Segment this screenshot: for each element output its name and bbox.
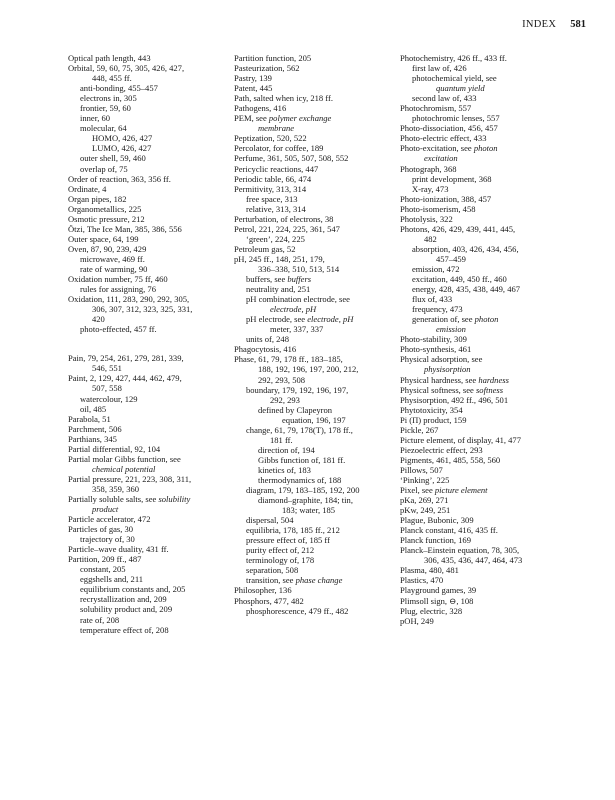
index-subentry: 336–338, 510, 513, 514 — [258, 263, 340, 274]
index-entry: Partial differential, 92, 104 — [68, 443, 161, 454]
index-subentry: constant, 205 — [80, 564, 126, 575]
index-entry: Organometallics, 225 — [68, 203, 142, 214]
index-entry: Playground games, 39 — [400, 585, 477, 596]
index-entry: Philosopher, 136 — [234, 585, 292, 596]
index-entry: Orbital, 59, 60, 75, 305, 426, 427, — [68, 63, 185, 74]
index-subentry: anti-bonding, 455–457 — [80, 83, 158, 94]
index-entry: Picture element, of display, 41, 477 — [400, 434, 521, 445]
index-subentry: frontier, 59, 60 — [80, 103, 131, 114]
index-entry: Photochromism, 557 — [400, 103, 472, 114]
index-subentry: 306, 435, 436, 447, 464, 473 — [424, 555, 523, 566]
index-subentry: 358, 359, 360 — [92, 483, 140, 494]
index-subentry: 181 ff. — [270, 434, 293, 445]
index-entry: Photo-ionization, 388, 457 — [400, 193, 492, 204]
index-entry: Partial pressure, 221, 223, 308, 311, — [68, 473, 192, 484]
index-entry: pKw, 249, 251 — [400, 505, 451, 516]
index-subentry: watercolour, 129 — [80, 393, 138, 404]
index-entry: Plimsoll sign, ⊖, 108 — [400, 595, 474, 606]
index-entry: Parabola, 51 — [68, 413, 111, 424]
index-entry: Paint, 2, 129, 427, 444, 462, 479, — [68, 373, 182, 384]
index-subentry: equilibrium constants and, 205 — [80, 584, 186, 595]
index-subentry: emission, 472 — [412, 263, 460, 274]
index-subentry: buffers, see buffers — [246, 274, 312, 285]
index-subentry: photochemical yield, see — [412, 73, 497, 84]
index-entry: Perturbation, of electrons, 38 — [234, 213, 334, 224]
index-subentry: direction of, 194 — [258, 444, 315, 455]
index-column-2 — [234, 53, 394, 616]
index-subentry: LUMO, 426, 427 — [92, 143, 152, 154]
index-column-1 — [68, 53, 228, 635]
index-entry: Physical adsorption, see — [400, 354, 483, 365]
page-header — [522, 19, 586, 30]
index-entry: Path, salted when icy, 218 ff. — [234, 93, 333, 104]
index-entry: Particle accelerator, 472 — [68, 514, 151, 525]
index-subentry: solubility product and, 209 — [80, 604, 173, 615]
index-subentry: pressure effect of, 185 ff — [246, 535, 330, 546]
index-entry: Photograph, 368 — [400, 163, 457, 174]
index-entry: Phase, 61, 79, 178 ff., 183–185, — [234, 354, 343, 365]
index-subentry: relative, 313, 314 — [246, 203, 306, 214]
index-subentry: dispersal, 504 — [246, 515, 294, 526]
index-gap — [68, 344, 228, 354]
index-subentry: HOMO, 426, 427 — [92, 133, 153, 144]
index-entry: Partially soluble salts, see solubility — [68, 493, 191, 504]
index-entry: Pasteurization, 562 — [234, 63, 300, 74]
index-subentry: free space, 313 — [246, 193, 298, 204]
index-subentry: frequency, 473 — [412, 304, 463, 315]
index-subentry: rate of, 208 — [80, 614, 120, 625]
index-subentry: photo-effected, 457 ff. — [80, 324, 157, 335]
index-subentry: chemical potential — [92, 463, 156, 474]
index-subentry: equation, 196, 197 — [282, 414, 346, 425]
index-subentry: emission — [436, 324, 466, 335]
index-entry: Planck constant, 416, 435 ff. — [400, 525, 498, 536]
index-entry: Photolysis, 322 — [400, 213, 453, 224]
index-entry: PEM, see polymer exchange — [234, 113, 332, 124]
index-subentry: 292, 293, 508 — [258, 374, 306, 385]
running-head: INDEX — [522, 19, 557, 30]
index-subentry: boundary, 179, 192, 196, 197, — [246, 384, 349, 395]
index-column-3 — [400, 53, 570, 626]
index-subentry: absorption, 403, 426, 434, 456, — [412, 243, 519, 254]
index-subentry: generation of, see photon — [412, 314, 499, 325]
index-subentry: 482 — [424, 233, 437, 244]
index-entry: Pi (Π) product, 159 — [400, 414, 467, 425]
index-subentry: first law of, 426 — [412, 63, 467, 74]
page-number: 581 — [570, 19, 586, 30]
index-entry: Perfume, 361, 505, 507, 508, 552 — [234, 153, 349, 164]
index-subentry: recrystallization and, 209 — [80, 594, 167, 605]
index-entry: Outer space, 64, 199 — [68, 233, 139, 244]
index-subentry: electrode, pH — [270, 304, 317, 315]
index-entry: Pixel, see picture element — [400, 485, 488, 496]
index-entry: Partition, 209 ff., 487 — [68, 554, 142, 565]
index-entry: Planck–Einstein equation, 78, 305, — [400, 545, 520, 556]
index-entry: Oxidation number, 75 ff, 460 — [68, 274, 168, 285]
index-entry: Peptization, 520, 522 — [234, 133, 307, 144]
index-subentry: excitation, 449, 450 ff., 460 — [412, 274, 507, 285]
index-subentry: separation, 508 — [246, 565, 299, 576]
index-entry: ‘Pinking’, 225 — [400, 474, 450, 485]
index-entry: pOH, 249 — [400, 615, 434, 626]
index-subentry: oil, 485 — [80, 403, 107, 414]
index-entry: Photons, 426, 429, 439, 441, 445, — [400, 223, 516, 234]
index-entry: Particle–wave duality, 431 ff. — [68, 544, 169, 555]
index-entry: Patent, 445 — [234, 83, 273, 94]
index-subentry: photochromic lenses, 557 — [412, 113, 500, 124]
index-entry: Photo-isomerism, 458 — [400, 203, 476, 214]
index-entry: Ordinate, 4 — [68, 183, 107, 194]
index-entry: Plastics, 470 — [400, 575, 444, 586]
index-entry: pH, 245 ff., 148, 251, 179, — [234, 253, 325, 264]
index-subentry: eggshells and, 211 — [80, 574, 144, 585]
index-subentry: pH electrode, see electrode, pH — [246, 314, 354, 325]
index-subentry: physisorption — [424, 364, 471, 375]
index-entry: Optical path length, 443 — [68, 53, 151, 63]
index-entry: Pigments, 461, 485, 558, 560 — [400, 454, 501, 465]
index-subentry: flux of, 433 — [412, 294, 453, 305]
index-entry: Partition function, 205 — [234, 53, 312, 63]
index-subentry: 457–459 — [436, 253, 466, 264]
index-subentry: molecular, 64 — [80, 123, 127, 134]
index-subentry: inner, 60 — [80, 113, 111, 124]
index-subentry: temperature effect of, 208 — [80, 624, 169, 635]
index-subentry: pH combination electrode, see — [246, 294, 350, 305]
index-subentry: X-ray, 473 — [412, 183, 449, 194]
index-subentry: 507, 558 — [92, 383, 122, 394]
index-entry: Pathogens, 416 — [234, 103, 287, 114]
index-subentry: quantum yield — [436, 83, 485, 94]
index-entry: Petroleum gas, 52 — [234, 243, 296, 254]
index-entry: Plug, electric, 328 — [400, 605, 463, 616]
index-entry: Parthians, 345 — [68, 433, 117, 444]
index-entry: Phagocytosis, 416 — [234, 344, 297, 355]
index-subentry: units of, 248 — [246, 334, 289, 345]
index-subentry: defined by Clapeyron — [258, 404, 333, 415]
index-entry: Planck function, 169 — [400, 535, 471, 546]
index-subentry: thermodynamics of, 188 — [258, 474, 342, 485]
index-entry: Physisorption, 492 ff., 496, 501 — [400, 394, 509, 405]
index-subentry: kinetics of, 183 — [258, 464, 311, 475]
index-subentry: rules for assigning, 76 — [80, 284, 156, 295]
index-subentry: phosphorescence, 479 ff., 482 — [246, 605, 349, 616]
index-subentry: meter, 337, 337 — [270, 324, 324, 335]
index-subentry: 292, 293 — [270, 394, 300, 405]
index-entry: Pillows, 507 — [400, 464, 443, 475]
index-entry: Particles of gas, 30 — [68, 524, 134, 535]
index-entry: Photo-excitation, see photon — [400, 143, 498, 154]
index-subentry: terminology of, 178 — [246, 555, 315, 566]
index-subentry: electrons in, 305 — [80, 93, 137, 104]
index-subentry: Gibbs function of, 181 ff. — [258, 454, 346, 465]
index-subentry: diagram, 179, 183–185, 192, 200 — [246, 485, 360, 496]
index-entry: Petrol, 221, 224, 225, 361, 547 — [234, 223, 340, 234]
index-subentry: rate of warming, 90 — [80, 263, 148, 274]
index-entry: Plasma, 480, 481 — [400, 565, 459, 576]
index-entry: Plague, Bubonic, 309 — [400, 515, 474, 526]
index-entry: Photo-electric effect, 433 — [400, 133, 487, 144]
index-subentry: transition, see phase change — [246, 575, 343, 586]
index-subentry: microwave, 469 ff. — [80, 253, 145, 264]
index-entry: pKa, 269, 271 — [400, 495, 449, 506]
index-entry: Organ pipes, 182 — [68, 193, 127, 204]
index-entry: Parchment, 506 — [68, 423, 122, 434]
index-subentry: 306, 307, 312, 323, 325, 331, — [92, 304, 193, 315]
index-entry: Percolator, for coffee, 189 — [234, 143, 324, 154]
index-entry: Pericyclic reactions, 447 — [234, 163, 319, 174]
index-subentry: energy, 428, 435, 438, 449, 467 — [412, 284, 521, 295]
index-subentry: second law of, 433 — [412, 93, 477, 104]
index-entry: Periodic table, 66, 474 — [234, 173, 312, 184]
index-entry: Ötzi, The Ice Man, 385, 386, 556 — [68, 223, 182, 234]
index-subentry: change, 61, 79, 178(T), 178 ff., — [246, 424, 353, 435]
index-entry: Photo-dissociation, 456, 457 — [400, 123, 498, 134]
index-entry: Oven, 87, 90, 239, 429 — [68, 243, 147, 254]
index-entry: Photochemistry, 426 ff., 433 ff. — [400, 53, 507, 63]
index-subentry: neutrality and, 251 — [246, 284, 311, 295]
index-subentry: 546, 551 — [92, 363, 122, 374]
index-entry: Physical hardness, see hardness — [400, 374, 509, 385]
index-gap — [68, 334, 228, 344]
index-subentry: excitation — [424, 153, 458, 164]
index-subentry: 183; water, 185 — [282, 505, 336, 516]
index-entry: Pastry, 139 — [234, 73, 272, 84]
index-subentry: purity effect of, 212 — [246, 545, 315, 556]
index-subentry: overlap of, 75 — [80, 163, 128, 174]
index-subentry: print development, 368 — [412, 173, 492, 184]
index-subentry: 448, 455 ff. — [92, 73, 132, 84]
index-subentry: membrane — [258, 123, 295, 134]
index-entry: Pain, 79, 254, 261, 279, 281, 339, — [68, 353, 184, 364]
index-entry: Photo-stability, 309 — [400, 334, 467, 345]
index-subentry: outer shell, 59, 460 — [80, 153, 146, 164]
index-entry: Permitivity, 313, 314 — [234, 183, 307, 194]
index-subentry: 420 — [92, 314, 105, 325]
index-subentry: 188, 192, 196, 197, 200, 212, — [258, 364, 359, 375]
index-subentry: product — [92, 504, 119, 515]
index-entry: Piezoelectric effect, 293 — [400, 444, 483, 455]
index-entry: Pickle, 267 — [400, 424, 439, 435]
index-subentry: equilibria, 178, 185 ff., 212 — [246, 525, 340, 536]
index-entry: Osmotic pressure, 212 — [68, 213, 145, 224]
index-entry: Oxidation, 111, 283, 290, 292, 305, — [68, 294, 190, 305]
index-subentry: diamond–graphite, 184; tin, — [258, 495, 353, 506]
index-entry: Order of reaction, 363, 356 ff. — [68, 173, 171, 184]
index-entry: Physical softness, see softness — [400, 384, 504, 395]
index-subentry: ‘green’, 224, 225 — [246, 233, 305, 244]
index-entry: Phosphors, 477, 482 — [234, 595, 304, 606]
index-subentry: trajectory of, 30 — [80, 534, 135, 545]
index-entry: Photo-synthesis, 461 — [400, 344, 472, 355]
index-entry: Phytotoxicity, 354 — [400, 404, 463, 415]
index-entry: Partial molar Gibbs function, see — [68, 453, 181, 464]
